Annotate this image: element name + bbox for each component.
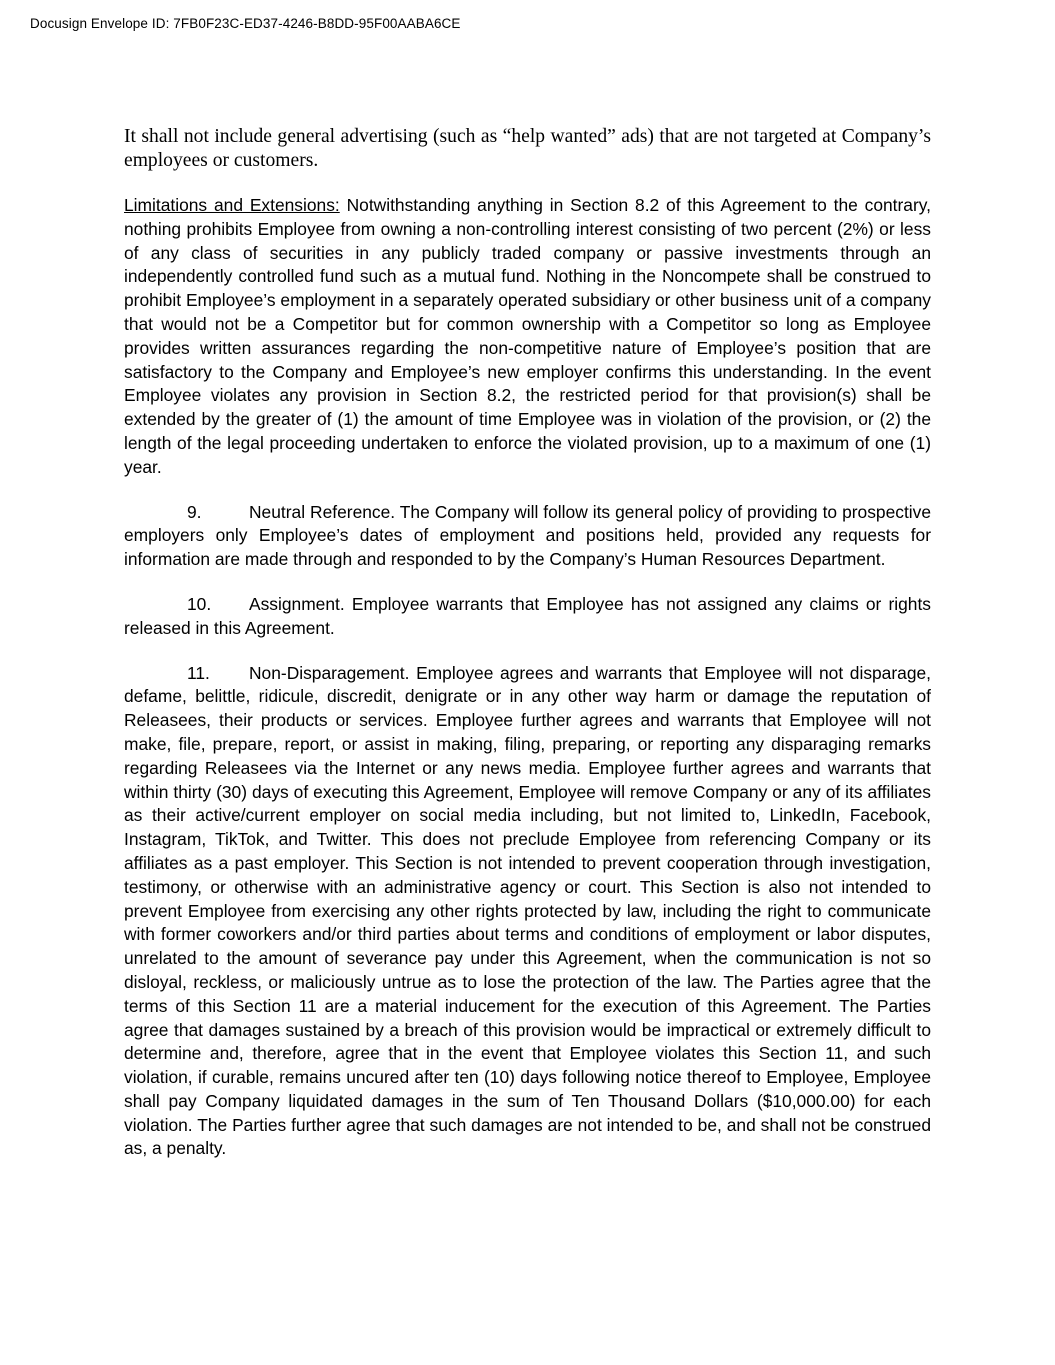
- envelope-id: Docusign Envelope ID: 7FB0F23C-ED37-4246-B8DD-95F00AABA6CE: [30, 16, 461, 31]
- section-10: [124, 593, 931, 641]
- section-10-number: 10.: [187, 593, 212, 614]
- section-10-body: Employee warrants that Employee has not assigned any claims or rights released in this Agreement.: [124, 593, 931, 638]
- section-11-body: Employee agrees and warrants that Employee will not disparage, defame, belittle, ridicule, discredit, denigrate or in any other way harm or damage the reputation of Releasees, their products or services. Employee further agrees and warrants that Employee will not make, file, prepare, report, or assist in making, filing, preparing, or reporting any disparaging remarks regarding Releasees via the Internet or any news media. Employee further agrees and warrants that within thirty (30) days of executing this Agreement, Employee will remove Company or any of its affiliates as their active/current employer on social media including, but not limited to, LinkedIn, Facebook, Instagram, TikTok, and Twitter. This does not preclude Employee from referencing Company or its affiliates as a past employer. This Section is not intended to prevent cooperation through investigation, testimony, or otherwise with an administrative agency or court. This Section is also not intended to prevent Employee from exercising any other rights protected by law, including the right to communicate with former coworkers and/or third parties about terms and conditions of employment or labor disputes, unrelated to the amount of severance pay under this Agreement, when the communication is not so disloyal, reckless, or maliciously untrue as to lose the protection of the law. The Parties agree that the terms of this Section 11 are a material inducement for the execution of this Agreement. The Parties agree that damages sustained by a breach of this provision would be impractical or extremely difficult to determine and, therefore, agree that in the event that Employee violates this Section 11, and such violation, if curable, remains uncured after ten (10) days following notice thereof to Employee, Employee shall pay Company liquidated damages in the sum of Ten Thousand Dollars ($10,000.00) for each violation. The Parties further agree that such damages are not intended to be, and shall not be construed as, a penalty.: [124, 662, 931, 1159]
- limitations-heading: Limitations and Extensions:: [124, 195, 340, 215]
- section-11-number: 11.: [187, 662, 210, 683]
- section-9-number: 9.: [187, 501, 202, 522]
- section-9: [124, 501, 931, 572]
- paragraph-limitations: [124, 194, 931, 480]
- paragraph-advertising: It shall not include general advertising (such as “help wanted” ads) that are not targeted at Company’s employees or customers.: [124, 126, 931, 171]
- document-body: [124, 125, 931, 1161]
- section-11-title: Non-Disparagement.: [249, 662, 410, 683]
- section-9-title: Neutral Reference.: [249, 501, 396, 522]
- limitations-body: Notwithstanding anything in Section 8.2 of this Agreement to the contrary, nothing prohibits Employee from owning a non-controlling interest consisting of two percent (2%) or less of any class of securities in any publicly traded company or passive investments through an independently controlled fund such as a mutual fund. Nothing in the Noncompete shall be construed to prohibit Employee’s employment in a separately operated subsidiary or other business unit of a company that would not be a Competitor but for common ownership with a Competitor so long as Employee provides written assurances regarding the non-competitive nature of Employee’s position that are satisfactory to the Company and Employee’s new employer confirms this understanding. In the event Employee violates any provision in Section 8.2, the restricted period for that provision(s) shall be extended by the greater of (1) the amount of time Employee was in violation of the provision, or (2) the length of the legal proceeding undertaken to enforce the violated provision, up to a maximum of one (1) year.: [124, 195, 932, 477]
- section-9-body: The Company will follow its general policy of providing to prospective employers only Employee’s dates of employment and positions held, provided any requests for information are made through and responded to by the Company’s Human Resources Department.: [124, 501, 932, 570]
- section-11: [124, 662, 931, 1162]
- section-10-title: Assignment.: [249, 593, 345, 614]
